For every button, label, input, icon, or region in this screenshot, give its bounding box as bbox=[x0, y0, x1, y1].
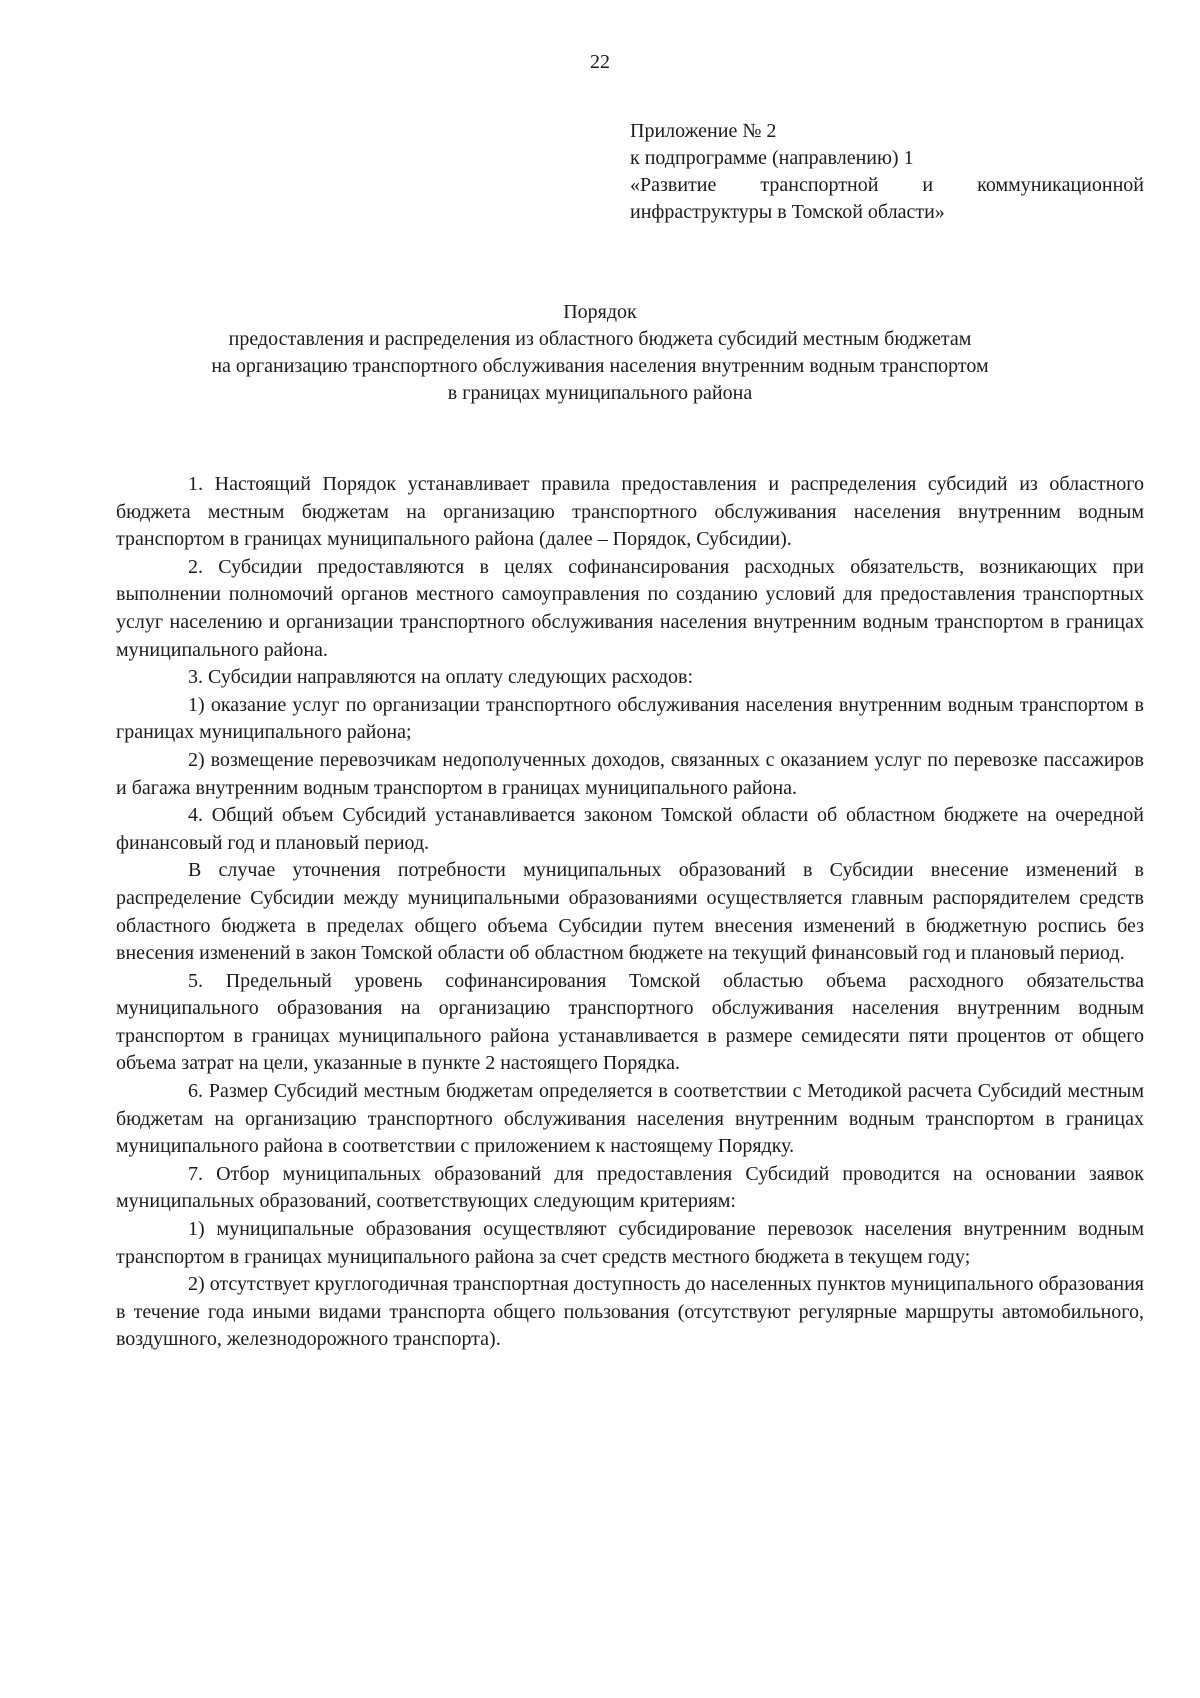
page-number: 22 bbox=[590, 51, 610, 73]
appendix-header bbox=[630, 118, 1144, 226]
paragraph-3-item-1: 1) оказание услуг по организации транспортного обслуживания населения внутренним водным транспортом в границах муниципального района; bbox=[116, 693, 1144, 744]
title-heading: Порядок bbox=[563, 301, 637, 323]
appendix-number: Приложение № 2 bbox=[630, 120, 777, 142]
title-line-3: в границах муниципального района bbox=[447, 382, 753, 404]
title-line-2: на организацию транспортного обслуживания населения внутренним водным транспортом bbox=[211, 355, 989, 377]
paragraph-1: 1. Настоящий Порядок устанавливает правила предоставления и распределения субсидий из областного бюджета местным бюджетам на организацию транспортного обслуживания населения внутренним водным транспортом в границах муниципального района (далее – Порядок, Субсидии). bbox=[116, 473, 1144, 551]
title-line-1: предоставления и распределения из областного бюджета субсидий местным бюджетам bbox=[228, 328, 972, 350]
paragraph-3: 3. Субсидии направляются на оплату следующих расходов: bbox=[188, 666, 694, 689]
paragraph-3-item-2: 2) возмещение перевозчикам недополученных доходов, связанных с оказанием услуг по перевозке пассажиров и багажа внутренним водным транспортом в границах муниципального района. bbox=[116, 748, 1144, 799]
paragraph-7-item-2: 2) отсутствует круглогодичная транспортная доступность до населенных пунктов муниципального образования в течение года иными видами транспорта общего пользования (отсутствуют регулярные маршруты автомобильного, воздушного, железнодорожного транспорта). bbox=[116, 1273, 1144, 1351]
appendix-subprogram-ref: к подпрограмме (направлению) 1 bbox=[630, 147, 914, 169]
document-title bbox=[0, 299, 1200, 407]
paragraph-6: 6. Размер Субсидий местным бюджетам определяется в соответствии с Методикой расчета Субсидий местным бюджетам на организацию транспортного обслуживания населения внутренним водным транспортом в границах муниципального района в соответствии с приложением к настоящему Порядку. bbox=[116, 1080, 1144, 1158]
paragraph-4-continued: В случае уточнения потребности муниципальных образований в Субсидии внесение изменений в распределение Субсидии между муниципальными образованиями осуществляется главным распорядителем средств областного бюджета в пределах общего объема Субсидии путем внесения изменений в бюджетную роспись без внесения изменений в закон Томской области об областном бюджете на текущий финансовый год и плановый период. bbox=[116, 859, 1144, 965]
appendix-subprogram-name-line1: «Развитие транспортной и коммуникационной bbox=[630, 174, 1144, 196]
paragraph-7: 7. Отбор муниципальных образований для предоставления Субсидий проводится на основании заявок муниципальных образований, соответствующих следующим критериям: bbox=[116, 1162, 1144, 1213]
paragraph-4: 4. Общий объем Субсидий устанавливается законом Томской области об областном бюджете на очередной финансовый год и плановый период. bbox=[116, 804, 1144, 854]
paragraph-5: 5. Предельный уровень софинансирования Томской областью объема расходного обязательства муниципального образования на организацию транспортного обслуживания населения внутренним водным транспортом в границах муниципального района устанавливается в размере семидесяти пяти процентов от общего объема затрат на цели, указанные в пункте 2 настоящего Порядка. bbox=[116, 969, 1144, 1075]
document-body bbox=[116, 471, 1144, 1354]
paragraph-7-item-1: 1) муниципальные образования осуществляют субсидирование перевозок населения внутренним водным транспортом в границах муниципального района за счет средств местного бюджета в текущем году; bbox=[116, 1218, 1144, 1268]
paragraph-2: 2. Субсидии предоставляются в целях софинансирования расходных обязательств, возникающих при выполнении полномочий органов местного самоуправления по созданию условий для предоставления транспортных услуг населению и организации транспортного обслуживания населения внутренним водным транспортом в границах муниципального района. bbox=[116, 555, 1144, 661]
appendix-subprogram-name-line2: инфраструктуры в Томской области» bbox=[630, 201, 945, 223]
